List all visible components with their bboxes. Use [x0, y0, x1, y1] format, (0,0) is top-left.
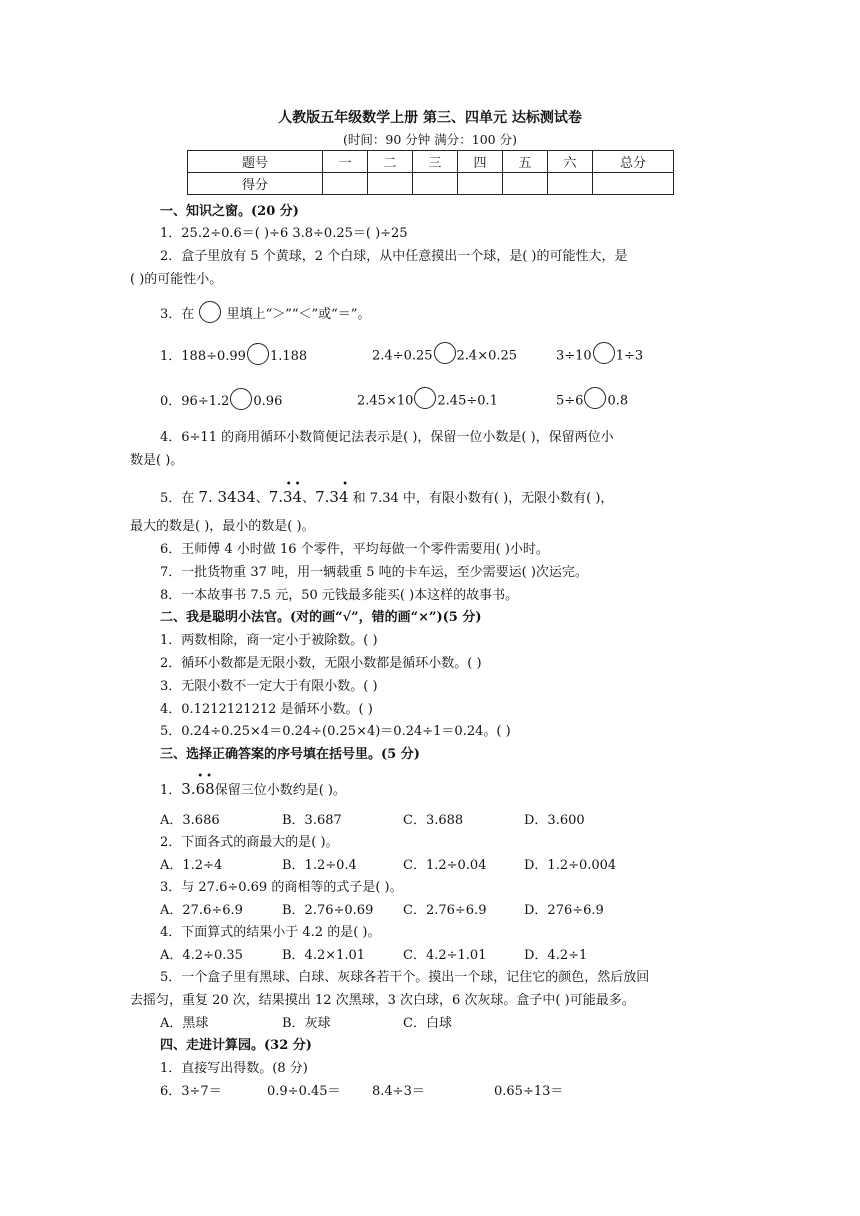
compare-left: 1．188÷0.99 [160, 349, 246, 364]
repeating-decimal [268, 479, 304, 506]
compare-right: 1.188 [269, 349, 308, 364]
repeat-dot-icon: • [342, 479, 352, 490]
repeat-dots-icon: •• [197, 771, 216, 782]
compare-left: 2.4÷0.25 [372, 348, 433, 364]
compare-item [160, 390, 282, 413]
choice-option: D．276÷6.9 [524, 903, 604, 918]
question-1-5-cont: 最大的数是( )，最小的数是( )。 [130, 519, 315, 534]
question-1-1: 1．25.2÷0.6＝( )÷6 3.8÷0.25＝( )÷25 [160, 226, 408, 241]
score-blank[interactable] [458, 173, 503, 195]
compare-circle[interactable] [247, 343, 269, 365]
score-blank[interactable] [548, 173, 593, 195]
score-table [187, 150, 674, 195]
choice-question-1 [160, 771, 346, 798]
compare-right: 1÷3 [615, 348, 644, 364]
choice-option: C．4.2÷1.01 [403, 948, 487, 963]
choice-option: C．1.2÷0.04 [403, 858, 487, 873]
judge-item: 3．无限小数不一定大于有限小数。( ) [160, 679, 378, 694]
section-2-heading: 二、我是聪明小法官。(对的画“√”，错的画“×”)(5 分) [160, 610, 482, 625]
repeating-decimal [181, 771, 216, 798]
choice-option: D．4.2÷1 [524, 948, 588, 963]
compare-right: 0.8 [607, 393, 629, 409]
choice-question-5: 5．一个盒子里有黑球、白球、灰球各若干个。摸出一个球，记住它的颜色，然后放回 [160, 970, 650, 985]
compare-left: 0．96÷1.2 [160, 394, 230, 409]
repeating-decimal-text: 7.34 [268, 488, 303, 506]
choice-option: B．1.2÷0.4 [282, 858, 357, 873]
section-3-heading: 三、选择正确答案的序号填在括号里。(5 分) [160, 747, 420, 762]
choice-question-2: 2．下面各式的商最大的是( )。 [160, 835, 339, 850]
compare-circle[interactable] [434, 342, 456, 364]
decimal-number: 7. 3434 [198, 488, 256, 506]
compare-item [357, 390, 498, 412]
question-1-3 [160, 303, 370, 326]
judge-item: 1．两数相除，商一定小于被除数。( ) [160, 633, 378, 648]
compare-item [160, 345, 307, 368]
choice-option: D．3.600 [524, 813, 585, 828]
choice-option: C．3.688 [403, 813, 464, 828]
choice-option: B．4.2×1.01 [282, 948, 366, 963]
choice-question-text: 保留三位小数约是( )。 [214, 783, 346, 798]
calc-item: 6．3÷7＝ [160, 1084, 222, 1099]
choice-option: C．2.76÷6.9 [403, 903, 487, 918]
score-blank[interactable] [368, 173, 413, 195]
score-cell: 四 [458, 151, 503, 173]
choice-option: D．1.2÷0.004 [524, 858, 617, 873]
compare-left: 5÷6 [556, 393, 584, 409]
compare-circle[interactable] [414, 387, 436, 409]
score-blank[interactable] [593, 173, 674, 195]
question-1-5 [160, 479, 614, 506]
separator: 、 [302, 491, 316, 506]
choice-question-4: 4．下面算式的结果小于 4.2 的是( )。 [160, 925, 381, 940]
separator: 、 [255, 491, 269, 506]
score-cell: 五 [503, 151, 548, 173]
choice-option: B．2.76÷0.69 [282, 903, 374, 918]
score-blank[interactable] [413, 173, 458, 195]
question-1-5-text: 和 7.34 中，有限小数有( )，无限小数有( )， [352, 491, 614, 506]
question-1-3-instruction: 里填上“＞”“＜”或“＝”。 [226, 307, 371, 322]
repeat-dots-icon: •• [285, 479, 304, 490]
calc-item: 0.9÷0.45＝ [267, 1084, 341, 1099]
choice-number: 1． [160, 783, 182, 798]
compare-circle[interactable] [593, 342, 615, 364]
compare-circle[interactable] [584, 387, 606, 409]
question-1-2-cont: ( )的可能性小。 [130, 272, 223, 287]
choice-option: C．白球 [403, 1016, 452, 1031]
choice-option: A．4.2÷0.35 [160, 948, 243, 963]
compare-right: 2.4×0.25 [456, 348, 518, 364]
compare-circle[interactable] [230, 388, 252, 410]
choice-option: A．3.686 [160, 813, 220, 828]
score-cell: 总分 [593, 151, 674, 173]
question-1-4-cont: 数是( )。 [130, 453, 184, 468]
choice-option: B．灰球 [282, 1016, 331, 1031]
score-cell: 六 [548, 151, 593, 173]
section-4-heading: 四、走进计算园。(32 分) [160, 1038, 312, 1053]
choice-option: A．27.6÷6.9 [160, 903, 243, 918]
compare-left: 3÷10 [556, 348, 592, 364]
score-label: 得分 [188, 173, 323, 195]
question-1-3-prefix: 3．在 [160, 307, 195, 322]
choice-option: A．1.2÷4 [160, 858, 223, 873]
compare-item [372, 345, 517, 367]
score-table-header-row [188, 151, 674, 173]
score-blank[interactable] [503, 173, 548, 195]
question-1-8: 8．一本故事书 7.5 元，50 元钱最多能买( )本这样的故事书。 [160, 588, 519, 603]
section-1-heading: 一、知识之窗。(20 分) [160, 204, 299, 219]
score-cell: 一 [323, 151, 368, 173]
question-1-5-prefix: 5．在 [160, 491, 195, 506]
calc-question-1: 1．直接写出得数。(8 分) [160, 1061, 308, 1076]
choice-option: A．黑球 [160, 1016, 209, 1031]
compare-right: 2.45÷0.1 [437, 393, 498, 409]
page-title: 人教版五年级数学上册 第三、四单元 达标测试卷 [278, 110, 582, 126]
compare-left: 2.45×10 [357, 393, 414, 409]
repeating-decimal-text: 3.68 [181, 780, 215, 798]
score-cell: 三 [413, 151, 458, 173]
judge-item: 4．0.1212121212 是循环小数。( ) [160, 702, 373, 717]
question-1-2: 2．盒子里放有 5 个黄球，2 个白球，从中任意摸出一个球，是( )的可能性大，是 [160, 249, 628, 264]
score-cell: 题号 [188, 151, 323, 173]
exam-info: (时间：90 分钟 满分：100 分) [343, 132, 517, 147]
compare-item [556, 390, 628, 412]
compare-right: 0.96 [253, 394, 283, 409]
question-1-4: 4．6÷11 的商用循环小数简便记法表示是( )，保留一位小数是( )，保留两位小 [160, 430, 614, 445]
choice-question-3: 3．与 27.6÷0.69 的商相等的式子是( )。 [160, 880, 403, 895]
score-table-score-row [188, 173, 674, 195]
question-1-7: 7．一批货物重 37 吨，用一辆载重 5 吨的卡车运，至少需要运( )次运完。 [160, 565, 588, 580]
question-1-6: 6．王师傅 4 小时做 16 个零件，平均每做一个零件需要用( )小时。 [160, 542, 549, 557]
calc-item: 8.4÷3＝ [372, 1084, 425, 1099]
judge-item: 5．0.24÷0.25×4＝0.24÷(0.25×4)＝0.24÷1＝0.24。( ) [160, 724, 511, 739]
choice-option: B．3.687 [282, 813, 342, 828]
calc-item: 0.65÷13＝ [494, 1084, 564, 1099]
score-cell: 二 [368, 151, 413, 173]
repeating-decimal-text: 7.34 [315, 488, 349, 506]
repeating-decimal [315, 479, 352, 506]
compare-item [556, 345, 643, 367]
judge-item: 2．循环小数都是无限小数，无限小数都是循环小数。( ) [160, 656, 482, 671]
choice-question-5-cont: 去摇匀，重复 20 次，结果摸出 12 次黑球，3 次白球，6 次灰球。盒子中( )可能最多。 [130, 993, 635, 1008]
score-blank[interactable] [323, 173, 368, 195]
circle-icon [199, 301, 221, 323]
